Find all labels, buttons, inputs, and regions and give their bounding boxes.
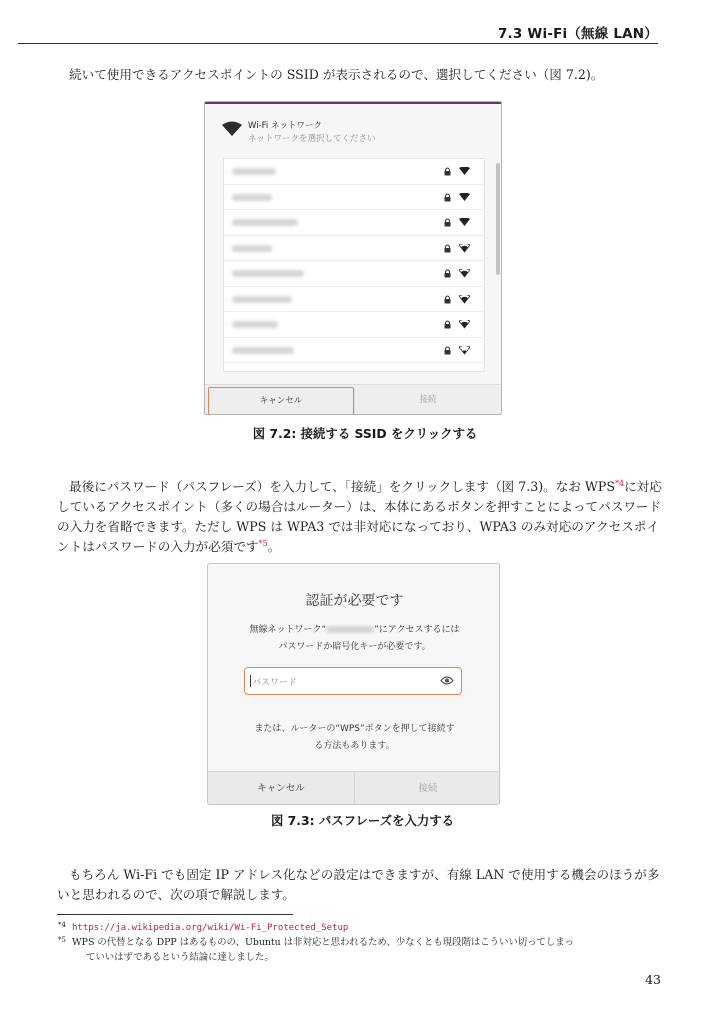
connect-button[interactable]: 接続 xyxy=(419,395,437,405)
footnote-5 xyxy=(58,935,662,965)
auth-message xyxy=(228,622,481,656)
authentication-dialog xyxy=(207,563,500,805)
cancel-button[interactable]: キャンセル xyxy=(208,387,354,415)
lock-icon xyxy=(444,269,451,278)
footnote-5-text-b: ていいはずであるという結論に達しました。 xyxy=(86,952,274,963)
dialog-title: Wi-Fi ネットワーク xyxy=(248,121,322,131)
footnote-4 xyxy=(58,920,662,936)
network-row[interactable] xyxy=(224,210,484,236)
blurred-ssid xyxy=(232,270,304,277)
wps-message xyxy=(228,721,481,755)
figure-7-3-caption: 図 7.3: パスフレーズを入力する xyxy=(270,813,455,828)
network-row[interactable] xyxy=(224,261,484,287)
connect-button[interactable]: 接続 xyxy=(418,783,438,794)
footnote-5-text-a: WPS の代替となる DPP はあるものの、Ubuntu は非対応と思われるため、少なくとも現段階はこういい切ってしまっ xyxy=(72,937,574,948)
blurred-ssid xyxy=(232,168,276,175)
figure-7-2-caption: 図 7.2: 接続する SSID をクリックする xyxy=(252,426,478,441)
blurred-ssid xyxy=(232,296,292,303)
wifi-signal-icon xyxy=(459,320,470,329)
lock-icon xyxy=(444,320,451,329)
footnote-4-mark: *4 xyxy=(58,921,66,929)
wifi-signal-icon xyxy=(459,269,470,278)
cancel-button[interactable]: キャンセル xyxy=(257,783,305,794)
footnote-4-link[interactable]: https://ja.wikipedia.org/wiki/Wi-Fi_Protected_Setup xyxy=(72,923,349,933)
auth-message-b: ”にアクセスするには xyxy=(374,625,460,635)
lock-icon xyxy=(444,193,451,202)
lock-icon xyxy=(444,244,451,253)
wifi-icon xyxy=(222,121,242,137)
network-row[interactable] xyxy=(224,185,484,211)
network-row[interactable] xyxy=(224,287,484,313)
paragraph-2-text-c: 。 xyxy=(267,539,281,554)
network-list xyxy=(223,158,485,372)
footnote-5-mark: *5 xyxy=(58,936,66,944)
wps-message-a: または、ルーターの“WPS”ボタンを押して接続す xyxy=(254,724,455,734)
paragraph-3-text: もちろん Wi-Fi でも固定 IP アドレス化などの設定はできますが、有線 LAN で使用する機会のほうが多いと思われるので、次の項で解説します。 xyxy=(57,867,660,902)
lock-icon xyxy=(444,346,451,355)
text-caret xyxy=(250,675,251,687)
wifi-signal-icon xyxy=(459,167,470,176)
auth-message-c: パスワードか暗号化キーが必要です。 xyxy=(278,642,431,652)
footnote-ref-4[interactable]: *4 xyxy=(614,478,625,488)
paragraph-1 xyxy=(57,65,657,85)
paragraph-3 xyxy=(57,865,662,905)
blurred-ssid xyxy=(232,347,294,354)
auth-dialog-title: 認証が必要です xyxy=(305,593,404,609)
wps-message-b: る方法もあります。 xyxy=(314,741,395,751)
blurred-ssid xyxy=(232,245,272,252)
dialog-button-bar xyxy=(205,384,502,415)
auth-message-a: 無線ネットワーク“ xyxy=(249,625,327,635)
blurred-ssid xyxy=(232,194,272,201)
dialog-subtitle: ネットワークを選択してください xyxy=(248,134,376,144)
password-placeholder: パスワード xyxy=(252,678,298,688)
wifi-signal-icon xyxy=(459,218,470,227)
section-title: 7.3 Wi-Fi（無線 LAN） xyxy=(497,26,658,42)
paragraph-2-text-a: 最後にパスワード（パスフレーズ）を入力して、「接続」をクリックします（図 7.3)。なお WPS xyxy=(69,479,615,494)
blurred-ssid xyxy=(232,219,298,226)
network-row[interactable] xyxy=(224,312,484,338)
wifi-signal-icon xyxy=(459,346,470,355)
paragraph-1-text: 続いて使用できるアクセスポイントの SSID が表示されるので、選択してください（図 7.2)。 xyxy=(69,67,604,82)
page-number: 43 xyxy=(645,972,661,987)
paragraph-2-text-b: に対応しているアクセスポイント（多くの場合はルーター）は、本体にあるボタンを押すことによってパスワードの入力を省略できます。ただし WPS は WPA3 では非対応になっており、WPA3 のみ対応のアクセスポイントはパスワードの入力が必須です xyxy=(57,479,662,554)
password-input[interactable] xyxy=(244,667,462,695)
wifi-signal-icon xyxy=(459,295,470,304)
footnote-rule xyxy=(57,914,293,915)
network-row[interactable] xyxy=(224,338,484,364)
window-frame xyxy=(205,102,502,104)
blurred-ssid xyxy=(326,626,374,633)
network-row[interactable] xyxy=(224,236,484,262)
running-header xyxy=(18,16,658,44)
wifi-signal-icon xyxy=(459,193,470,202)
lock-icon xyxy=(444,167,451,176)
lock-icon xyxy=(444,295,451,304)
auth-button-bar xyxy=(208,771,500,805)
eye-icon[interactable] xyxy=(440,675,454,686)
footnote-ref-5[interactable]: *5 xyxy=(258,538,268,548)
network-row[interactable] xyxy=(224,159,484,185)
scrollbar[interactable] xyxy=(496,163,500,275)
blurred-ssid xyxy=(232,321,278,328)
lock-icon xyxy=(444,218,451,227)
wifi-signal-icon xyxy=(459,244,470,253)
paragraph-2 xyxy=(57,477,662,557)
wifi-network-dialog xyxy=(204,101,502,415)
